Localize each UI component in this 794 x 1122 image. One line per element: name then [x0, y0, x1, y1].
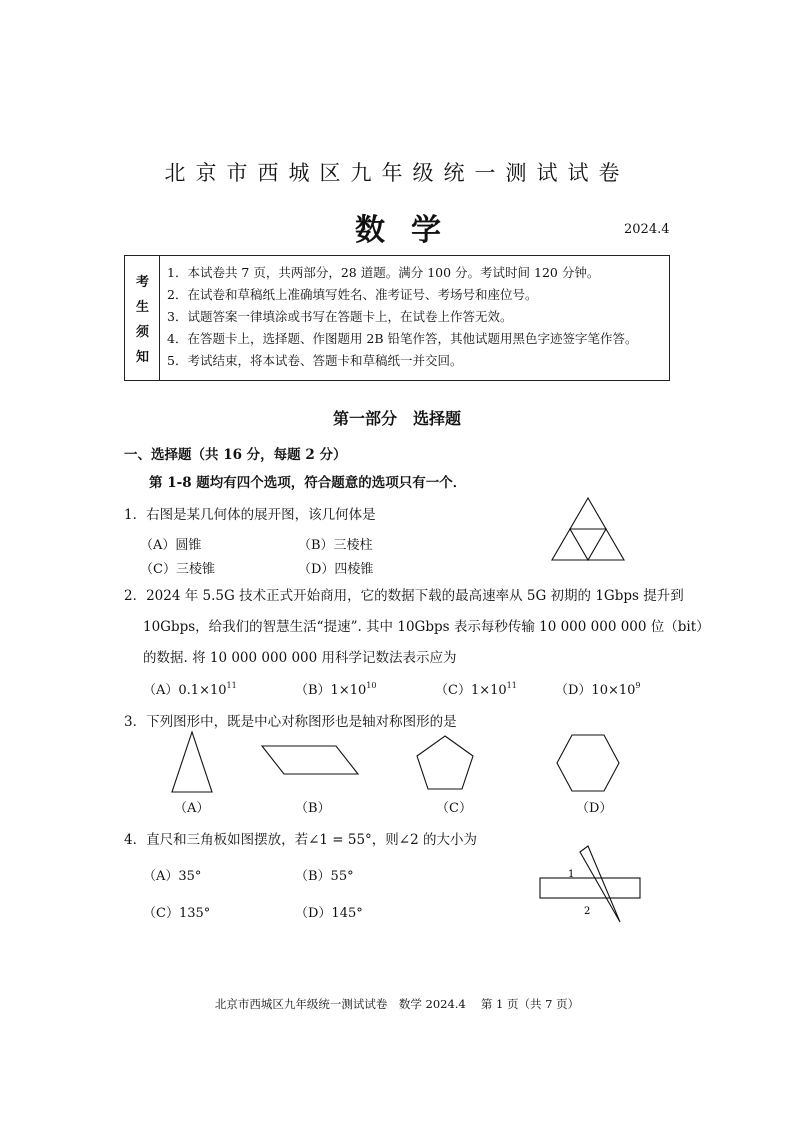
- hexagon-figure: [554, 733, 622, 793]
- isosceles-triangle-figure: [160, 730, 220, 794]
- side-char: 知: [136, 350, 150, 365]
- net-figure: [548, 496, 628, 562]
- q4-option-d: （D）145°: [295, 906, 363, 921]
- parallelogram-figure: [258, 742, 362, 778]
- notice-box: [124, 255, 670, 381]
- exam-date: 2024.4: [624, 222, 670, 237]
- notice-rule: 4．在答题卡上，选择题、作图题用 2B 铅笔作答，其他试题用黑色字迹签字笔作答。: [167, 331, 638, 346]
- q2-option-b: $(B)1\times 10^{10}$: [295, 681, 377, 698]
- q2-line: 的数据. 将 10 000 000 000 用科学记数法表示应为: [143, 650, 457, 666]
- q1-stem: 1．右图是某几何体的展开图，该几何体是: [124, 507, 376, 523]
- q3-stem: 3．下列图形中，既是中心对称图形也是轴对称图形的是: [124, 714, 457, 730]
- q3-label-c: （C）: [436, 801, 472, 816]
- q2-option-c: $(C)1\times 10^{11}$: [435, 681, 517, 698]
- notice-rule: 1．本试卷共 7 页，共两部分，28 道题。满分 100 分。考试时间 120 分钟。: [167, 265, 600, 280]
- notice-rule: 3．试题答案一律填涂或书写在答题卡上，在试卷上作答无效。: [167, 309, 513, 324]
- page-footer: 北京市西城区九年级统一测试试卷 数学 2024.4 第 1 页（共 7 页）: [214, 997, 580, 1011]
- part-title: 第一部分 选择题: [332, 409, 461, 428]
- ruler-triangle-figure: [536, 842, 644, 924]
- section-heading: 一、选择题（共 16 分，每题 2 分）: [124, 447, 347, 463]
- q3-label-a: （A）: [174, 801, 210, 816]
- pentagon-figure: [414, 734, 476, 792]
- q1-option-b: （B）三棱柱: [298, 538, 373, 553]
- notice-side-label: [125, 256, 160, 380]
- q2-option-d: $(D)10\times 10^9$: [555, 681, 641, 698]
- side-char: 生: [136, 300, 150, 315]
- q1-option-d: （D）四棱锥: [298, 562, 374, 577]
- exam-title: 北京市西城区九年级统一测试试卷: [164, 161, 630, 185]
- side-char: 须: [136, 325, 150, 340]
- notice-rule: 2．在试卷和草稿纸上准确填写姓名、准考证号、考场号和座位号。: [167, 287, 538, 302]
- section-instruction: 第 1-8 题均有四个选项，符合题意的选项只有一个．: [149, 475, 467, 491]
- q2-line: 2．2024 年 5.5G 技术正式开始商用，它的数据下载的最高速率从 5G 初期的 1Gbps 提升到: [124, 588, 684, 604]
- q4-option-c: （C）135°: [143, 906, 211, 921]
- q3-label-d: （D）: [576, 801, 613, 816]
- q3-label-b: （B）: [295, 801, 331, 816]
- q4-stem: 4．直尺和三角板如图摆放，若∠1 = 55°，则∠2 的大小为: [124, 832, 478, 848]
- subject-title: 数学: [355, 213, 467, 248]
- angle-2-label: 2: [584, 906, 591, 917]
- angle-1-label: 1: [568, 869, 575, 880]
- q4-option-b: （B）55°: [295, 869, 354, 884]
- notice-rules: [167, 262, 638, 372]
- q1-option-a: （A）圆锥: [140, 538, 202, 553]
- side-char: 考: [136, 275, 150, 290]
- notice-rule: 5．考试结束，将本试卷、答题卡和草稿纸一并交回。: [167, 353, 463, 368]
- q1-option-c: （C）三棱锥: [140, 562, 215, 577]
- q2-line: 10Gbps，给我们的智慧生活“提速”. 其中 10Gbps 表示每秒传输 10 000 000 000 位（bit）: [143, 619, 710, 635]
- q4-option-a: （A）35°: [143, 869, 202, 884]
- ruler-shape: [540, 878, 640, 898]
- q2-option-a: $(A)0.1\times 10^{11}$: [143, 681, 237, 698]
